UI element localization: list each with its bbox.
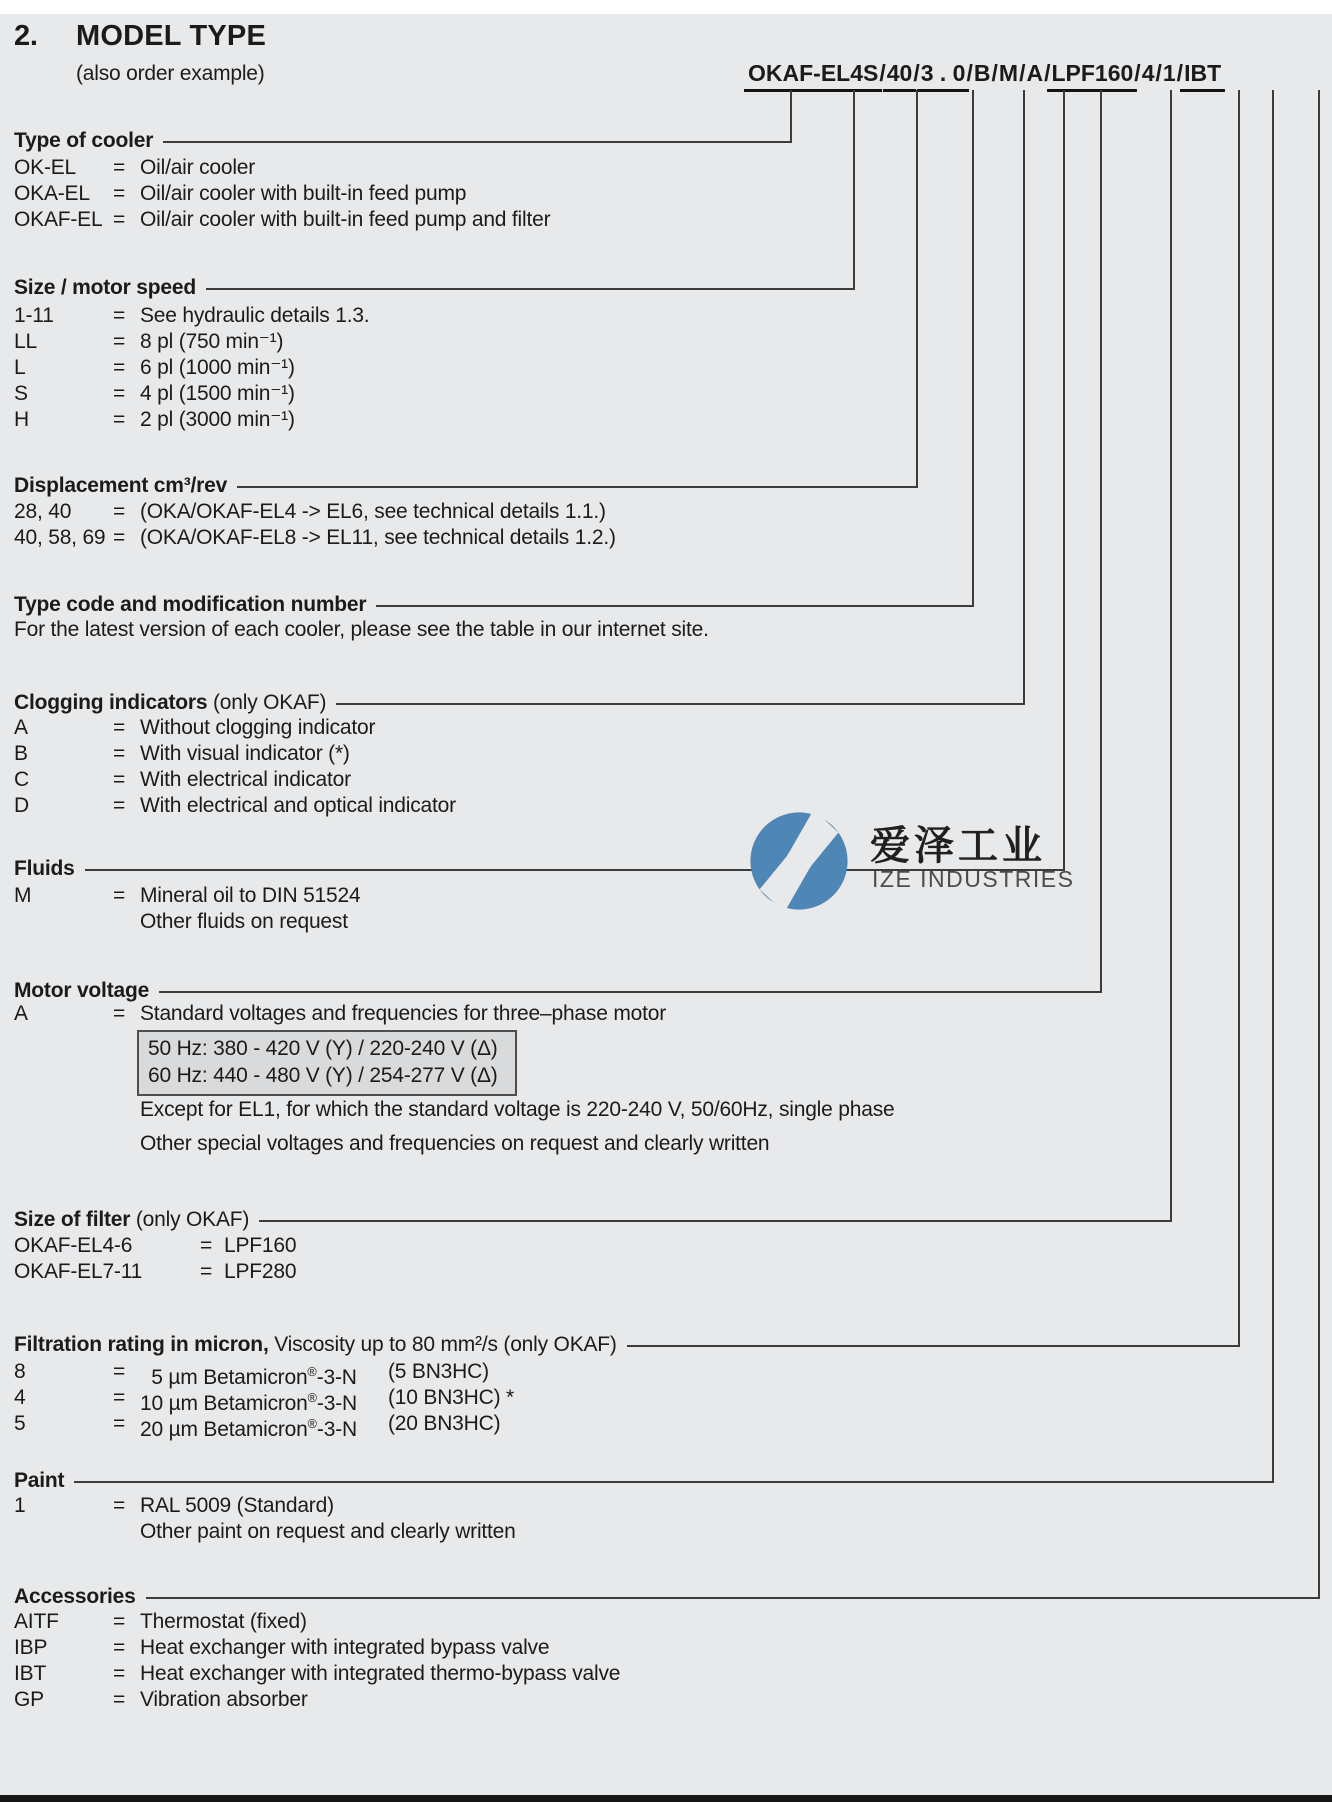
order-code-separator: / [879,60,886,86]
row-code: GP [14,1688,44,1711]
row-code: 4 [14,1386,26,1409]
row-description: Oil/air cooler with built-in feed pump [140,182,467,205]
code-row [14,1636,549,1660]
section-heading [14,277,196,299]
order-code-segment: A [1026,60,1044,86]
code-row [14,1520,516,1544]
row-equals: = [113,1386,126,1409]
order-code-segment: 3 . 0 [917,60,970,92]
row-equals: = [113,156,126,179]
code-row [14,768,351,792]
code-row [14,382,295,406]
row-code: C [14,768,29,791]
section-heading-normal: Viscosity up to 80 mm²/s (only OKAF) [268,1333,617,1356]
section-connector-vline [853,90,855,290]
code-row [14,356,295,380]
order-code-separator: / [913,60,920,86]
row-code: 1-11 [14,304,54,327]
row-equals: = [113,884,126,907]
row-code: H [14,408,29,431]
order-code-separator: / [1155,60,1162,86]
section-connector-vline [1238,90,1240,1347]
row-description: 10 µm Betamicron®-3-N [140,1391,357,1415]
row-code: OKAF-EL4-6 [14,1234,133,1257]
row-equals: = [113,1494,126,1517]
section-heading-bold: Accessories [14,1585,136,1608]
row-description: Standard voltages and frequencies for three–phase motor [140,1002,667,1025]
row-description: LPF160 [224,1234,297,1257]
code-row [14,500,606,524]
row-code: 5 [14,1412,26,1435]
row-description: (OKA/OKAF-EL4 -> EL6, see technical details 1.1.) [140,500,606,523]
row-description: Heat exchanger with integrated thermo-bypass valve [140,1662,621,1685]
row-equals: = [113,182,126,205]
section-heading-normal: (only OKAF) [130,1208,250,1231]
section-connector-hline [74,1481,1272,1483]
row-description: Vibration absorber [140,1688,308,1711]
row-description: 2 pl (3000 min⁻¹) [140,408,295,431]
row-code: AITF [14,1610,59,1633]
page-bottom-bar [0,1795,1332,1802]
row-description: 8 pl (750 min⁻¹) [140,330,284,353]
section-heading-bold: Filtration rating in micron, [14,1333,269,1356]
section-heading-bold: Size of filter [14,1208,131,1231]
row-description: 6 pl (1000 min⁻¹) [140,356,295,379]
order-code-separator: / [991,60,998,86]
row-code: 40, 58, 69 [14,526,106,549]
order-code-separator: / [966,60,973,86]
voltage-box-line: 60 Hz: 440 - 480 V (Y) / 254-277 V (Δ) [148,1064,498,1087]
section-heading-bold: Fluids [14,857,75,880]
row-description: Thermostat (fixed) [140,1610,307,1633]
row-equals: = [113,716,126,739]
row-description: Oil/air cooler with built-in feed pump and filter [140,208,551,231]
section-body-text: For the latest version of each cooler, please see the table in our internet site. [14,618,709,641]
section-connector-vline [1100,90,1102,993]
section-heading-bold: Type code and modification number [14,593,367,616]
row-code: A [14,1002,28,1025]
row-code: S [14,382,28,405]
section-connector-vline [1063,90,1065,871]
row-description: With electrical and optical indicator [140,794,456,817]
section-connector-hline [206,288,853,290]
section-connector-hline [146,1597,1318,1599]
code-row [14,526,616,550]
code-row [14,1610,307,1634]
section-heading-bold: Motor voltage [14,979,150,1002]
code-row [14,1002,666,1026]
section-heading [14,858,75,880]
order-code-segment: M [998,60,1019,86]
registered-mark: ® [307,1417,317,1431]
row-equals: = [113,526,126,549]
section-connector-hline [163,141,790,143]
row-equals: = [113,1662,126,1685]
order-code-separator: / [1134,60,1141,86]
page-title: MODEL TYPE [76,20,266,52]
row-code: OKA-EL [14,182,90,205]
section-connector-vline [1170,90,1172,1222]
row-description: Mineral oil to DIN 51524 [140,884,361,907]
code-row [14,208,550,232]
row-equals: = [113,1412,126,1435]
row-description: Other fluids on request [140,910,348,933]
voltage-note: Except for EL1, for which the standard voltage is 220-240 V, 50/60Hz, single phase [140,1098,895,1121]
row-code: 1 [14,1494,26,1517]
section-connector-hline [336,703,1023,705]
row-code: D [14,794,29,817]
row-description: Heat exchanger with integrated bypass valve [140,1636,550,1659]
row-code: OKAF-EL7-11 [14,1260,143,1283]
row-equals: = [200,1260,213,1283]
code-row [14,884,360,908]
order-code-segment: OKAF-EL4S [744,60,882,92]
row-note: (5 BN3HC) [388,1360,489,1383]
row-equals: = [113,794,126,817]
section-heading-bold: Size / motor speed [14,276,196,299]
row-code: L [14,356,26,379]
section-connector-hline [627,1345,1238,1347]
code-row [14,1234,296,1258]
row-equals: = [113,742,126,765]
row-description: 20 µm Betamicron®-3-N [140,1417,357,1441]
section-heading [14,1209,249,1231]
row-code: B [14,742,28,765]
code-row [14,156,255,180]
row-equals: = [113,1002,126,1025]
section-heading [14,692,326,714]
row-equals [113,1520,140,1544]
section-heading [14,594,366,616]
code-row [14,1494,334,1518]
section-connector-hline [237,486,916,488]
code-row [14,910,348,934]
row-code: A [14,716,28,739]
logo-chinese-text: 爱泽工业 [870,824,1046,868]
registered-mark: ® [307,1391,317,1405]
code-row [14,716,375,740]
section-heading-bold: Clogging indicators [14,691,208,714]
section-number: 2. [14,20,38,52]
row-equals: = [113,768,126,791]
order-code-segment: B [973,60,991,86]
row-description: RAL 5009 (Standard) [140,1494,334,1517]
row-code: IBP [14,1636,48,1659]
row-code [14,910,113,934]
row-equals: = [113,1636,126,1659]
row-code: OK-EL [14,156,77,179]
code-row [14,1260,296,1284]
row-description: 4 pl (1500 min⁻¹) [140,382,295,405]
row-equals: = [113,208,126,231]
row-description: LPF280 [224,1260,297,1283]
code-row [14,408,295,432]
row-code: M [14,884,32,907]
section-connector-vline [916,90,918,488]
section-connector-vline [1318,90,1320,1599]
row-equals: = [113,408,126,431]
section-heading [14,1470,64,1492]
order-code-segment: LPF160 [1047,60,1137,92]
section-connector-hline [259,1220,1170,1222]
section-connector-hline [376,605,972,607]
code-row [14,330,283,354]
row-description: (OKA/OKAF-EL8 -> EL11, see technical details 1.2.) [140,526,616,549]
row-code: 28, 40 [14,500,72,523]
row-equals: = [113,500,126,523]
order-code [748,60,1221,92]
page-subtitle: (also order example) [76,62,265,85]
row-equals: = [113,1360,126,1383]
section-heading-bold: Displacement cm³/rev [14,474,228,497]
section-connector-vline [1272,90,1274,1483]
page-top-margin [0,0,1332,14]
row-description: With visual indicator (*) [140,742,350,765]
section-heading [14,1334,617,1356]
section-heading-bold: Paint [14,1469,65,1492]
row-description: Other paint on request and clearly written [140,1520,516,1543]
row-equals: = [113,1688,126,1711]
section-heading-bold: Type of cooler [14,129,154,152]
code-row [14,742,350,766]
section-heading [14,130,153,152]
voltage-note: Other special voltages and frequencies on request and clearly written [140,1132,770,1155]
code-row [14,1412,500,1442]
row-description: 5 µm Betamicron®-3-N [140,1365,357,1389]
order-code-separator: / [1019,60,1026,86]
row-note: (10 BN3HC) * [388,1386,514,1409]
voltage-box [137,1030,517,1096]
row-equals: = [113,1610,126,1633]
section-heading [14,1586,136,1608]
order-code-separator: / [1044,60,1051,86]
order-code-segment: IBT [1180,60,1225,92]
ize-logo-icon [744,806,854,916]
row-equals: = [113,356,126,379]
row-description: With electrical indicator [140,768,351,791]
section-connector-vline [972,90,974,607]
section-heading-normal: (only OKAF) [207,691,327,714]
row-description: Oil/air cooler [140,156,256,179]
order-code-segment: 40 [883,60,917,92]
section-heading [14,475,227,497]
section-connector-vline [790,90,792,143]
row-code: IBT [14,1662,47,1685]
code-row [14,794,456,818]
row-note: (20 BN3HC) [388,1412,501,1435]
section-connector-vline [1023,90,1025,705]
row-code: 8 [14,1360,26,1383]
row-equals [113,910,140,934]
row-description: Without clogging indicator [140,716,376,739]
code-row [14,1688,308,1712]
row-code: OKAF-EL [14,208,103,231]
code-row [14,304,369,328]
row-equals: = [200,1234,213,1257]
order-code-segment: 4 [1141,60,1155,86]
order-code-separator: / [1176,60,1184,86]
order-code-segment: 1 [1162,60,1176,86]
section-connector-hline [159,991,1100,993]
section-heading [14,980,149,1002]
code-row [14,182,466,206]
row-code: LL [14,330,37,353]
registered-mark: ® [307,1365,317,1379]
logo-latin-text: IZE INDUSTRIES [872,866,1075,892]
row-code [14,1520,113,1544]
row-equals: = [113,330,126,353]
row-description: See hydraulic details 1.3. [140,304,370,327]
code-row [14,1662,620,1686]
row-equals: = [113,382,126,405]
voltage-box-line: 50 Hz: 380 - 420 V (Y) / 220-240 V (Δ) [148,1037,498,1060]
row-equals: = [113,304,126,327]
